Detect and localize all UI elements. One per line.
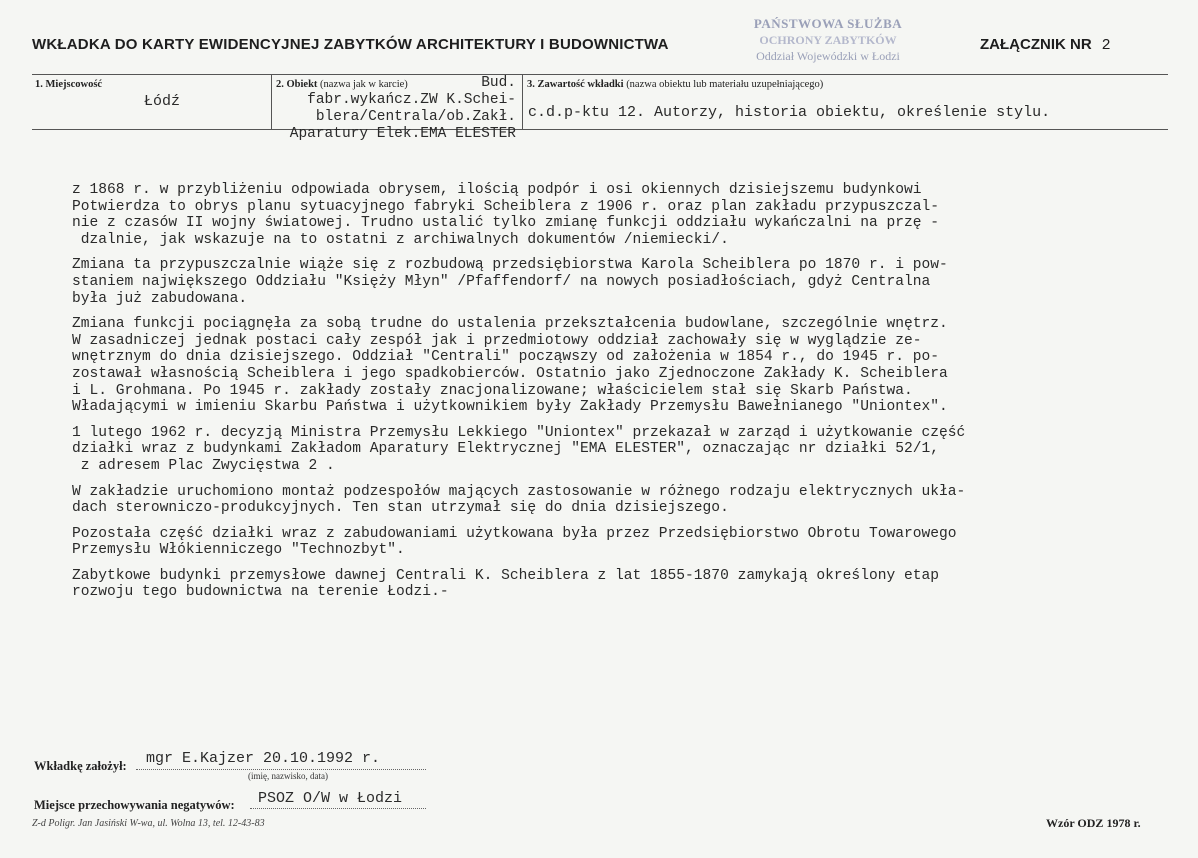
field-divider-2 [522, 74, 523, 130]
author-dotted-line [136, 769, 426, 770]
office-stamp [728, 16, 928, 64]
annex-heading [980, 36, 1111, 54]
object-value: Bud. fabr.wykańcz.ZW K.Schei- blera/Centrala/ob.Zakł. Aparatury Elek.EMA ELESTER [289, 75, 516, 142]
locality-label: 1. Miejscowość [35, 79, 103, 90]
storage-label: Miejsce przechowywania negatywów: [34, 798, 235, 812]
field-divider-1 [271, 74, 272, 130]
storage-value: PSOZ O/W w Łodzi [258, 790, 403, 807]
body-text [72, 182, 1132, 610]
body-paragraph: Zmiana funkcji pociągnęła za sobą trudne do ustalenia przekształcenia budowlane, szczególnie wnętrz. W zasadniczej jednak postaci cały zespół jak i przedmiotowy oddział zachowały się w wyglądzie ze- wnętrznym do dnia dzisiejszego. Oddział "Centrali" począwszy od założenia w 1854 r., do 1945 r. po- zostawał własnością Scheiblera i jego spadkobierców. Ostatnio jako Zjednoczone Zakłady K. Scheiblera i L. Grohmana. Po 1945 r. zakłady zostały znacjonalizowane; właścicielem stał się Skarb Państwa. Władającymi w imieniu Skarbu Państwa i użytkownikiem były Zakłady Przemysłu Bawełnianego "Uniontex". [72, 316, 948, 416]
author-label: Wkładkę założył: [34, 759, 127, 773]
body-paragraph: z 1868 r. w przybliżeniu odpowiada obrysem, ilością podpór i osi okiennych dzisiejszemu budynkowi Potwierdza to obrys planu sytuacyjnego fabryki Scheiblera z 1906 r. oraz plan zakładu przypuszczal- nie z czasów II wojny światowej. Trudno ustalić tylko zmianę funkcji oddziału wykańczalni na przę - dzalnie, jak wskazuje na to ostatni z archiwalnych dokumentów /niemiecki/. [72, 182, 940, 248]
object-label: 2. Obiekt (nazwa jak w karcie) [276, 79, 408, 90]
locality-value: Łódź [144, 93, 181, 110]
header-bottom-rule [32, 129, 1168, 130]
stamp-line-2: OCHRONY ZABYTKÓW [759, 33, 897, 47]
content-label: 3. Zawartość wkładki (nazwa obiektu lub materiału uzupełniającego) [527, 79, 824, 90]
header-top-rule [32, 74, 1168, 75]
body-paragraph: Zabytkowe budynki przemysłowe dawnej Centrali K. Scheiblera z lat 1855-1870 zamykają określony etap rozwoju tego budownictwa na terenie Łodzi.- [72, 567, 940, 601]
stamp-line-3: Oddział Wojewódzki w Łodzi [756, 49, 900, 63]
storage-dotted-line [250, 808, 426, 809]
author-hint: (imię, nazwisko, data) [248, 771, 328, 781]
printer-imprint: Z-d Poligr. Jan Jasiński W-wa, ul. Wolna 13, tel. 12-43-83 [32, 818, 265, 829]
annex-label: ZAŁĄCZNIK NR [980, 36, 1092, 53]
content-value: c.d.p-ktu 12. Autorzy, historia obiektu, określenie stylu. [528, 104, 1051, 121]
body-paragraph: 1 lutego 1962 r. decyzją Ministra Przemysłu Lekkiego "Uniontex" przekazał w zarząd i użytkowanie część działki wraz z budynkami Zakładom Aparatury Elektrycznej "EMA ELESTER", oznaczając nr działki 52/1, z adresem Plac Zwycięstwa 2 . [72, 424, 966, 474]
body-paragraph: Zmiana ta przypuszczalnie wiąże się z rozbudową przedsiębiorstwa Karola Scheiblera po 1870 r. i pow- staniem największego Oddziału "Księży Młyn" /Pfaffendorf/ na nowych posiadłościach, gdyż Centralna była już zabudowana. [72, 257, 948, 307]
card-title: WKŁADKA DO KARTY EWIDENCYJNEJ ZABYTKÓW ARCHITEKTURY I BUDOWNICTWA [32, 36, 669, 53]
annex-number: 2 [1101, 37, 1111, 54]
body-paragraph: Pozostała część działki wraz z zabudowaniami użytkowana była przez Przedsiębiorstwo Obrotu Towarowego Przemysłu Włókienniczego "Technozbyt". [72, 525, 957, 559]
stamp-line-1: PAŃSTWOWA SŁUŻBA [753, 16, 903, 31]
author-value: mgr E.Kajzer 20.10.1992 r. [146, 750, 381, 767]
body-paragraph: W zakładzie uruchomiono montaż podzespołów mających zastosowanie w różnego rodzaju elektrycznych ukła- dach sterowniczo-produkcyjnych. Ten stan utrzymał się do dnia dzisiejszego. [72, 483, 966, 517]
form-model: Wzór ODZ 1978 r. [1046, 816, 1141, 830]
